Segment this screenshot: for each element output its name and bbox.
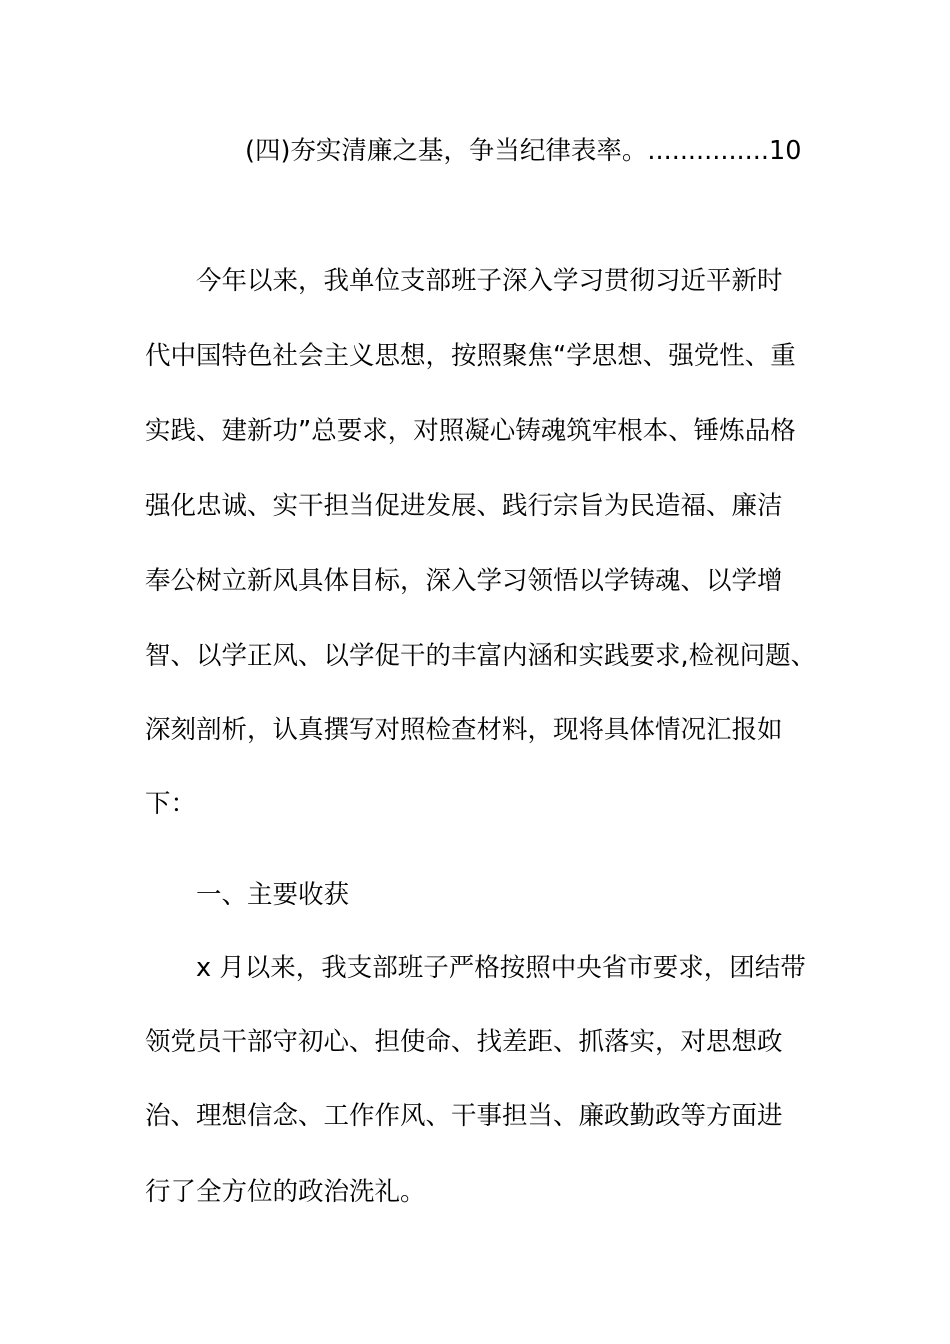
paragraph-line: 今年以来，我单位支部班子深入学习贯彻习近平新时 [196,266,783,296]
section-heading: 一、主要收获 [196,880,350,910]
paragraph-line: 行了全方位的政治洗礼。 [145,1177,426,1207]
paragraph-line: 下： [145,789,197,819]
paragraph-line: 奉公树立新风具体目标，深入学习领悟以学铸魂、以学增 [145,566,783,596]
paragraph-line: 智、以学正风、以学促干的丰富内涵和实践要求,检视问题、 [145,641,817,671]
paragraph-line: 代中国特色社会主义思想，按照聚焦“学思想、强党性、重 [145,341,796,371]
paragraph-line: 领党员干部守初心、担使命、找差距、抓落实，对思想政 [145,1027,783,1057]
paragraph-line: 治、理想信念、工作作风、干事担当、廉政勤政等方面进 [145,1101,783,1131]
paragraph-line: x 月以来，我支部班子严格按照中央省市要求，团结带 [196,953,806,983]
paragraph-line: 深刻剖析，认真撰写对照检查材料，现将具体情况汇报如 [145,715,783,745]
paragraph-line: 强化忠诚、实干担当促进发展、践行宗旨为民造福、廉洁 [145,491,783,521]
paragraph-line: 实践、建新功”总要求，对照凝心铸魂筑牢根本、锤炼品格 [145,416,796,446]
toc-entry-4: (四)夯实清廉之基，争当纪律表率。...............10 [245,136,802,166]
